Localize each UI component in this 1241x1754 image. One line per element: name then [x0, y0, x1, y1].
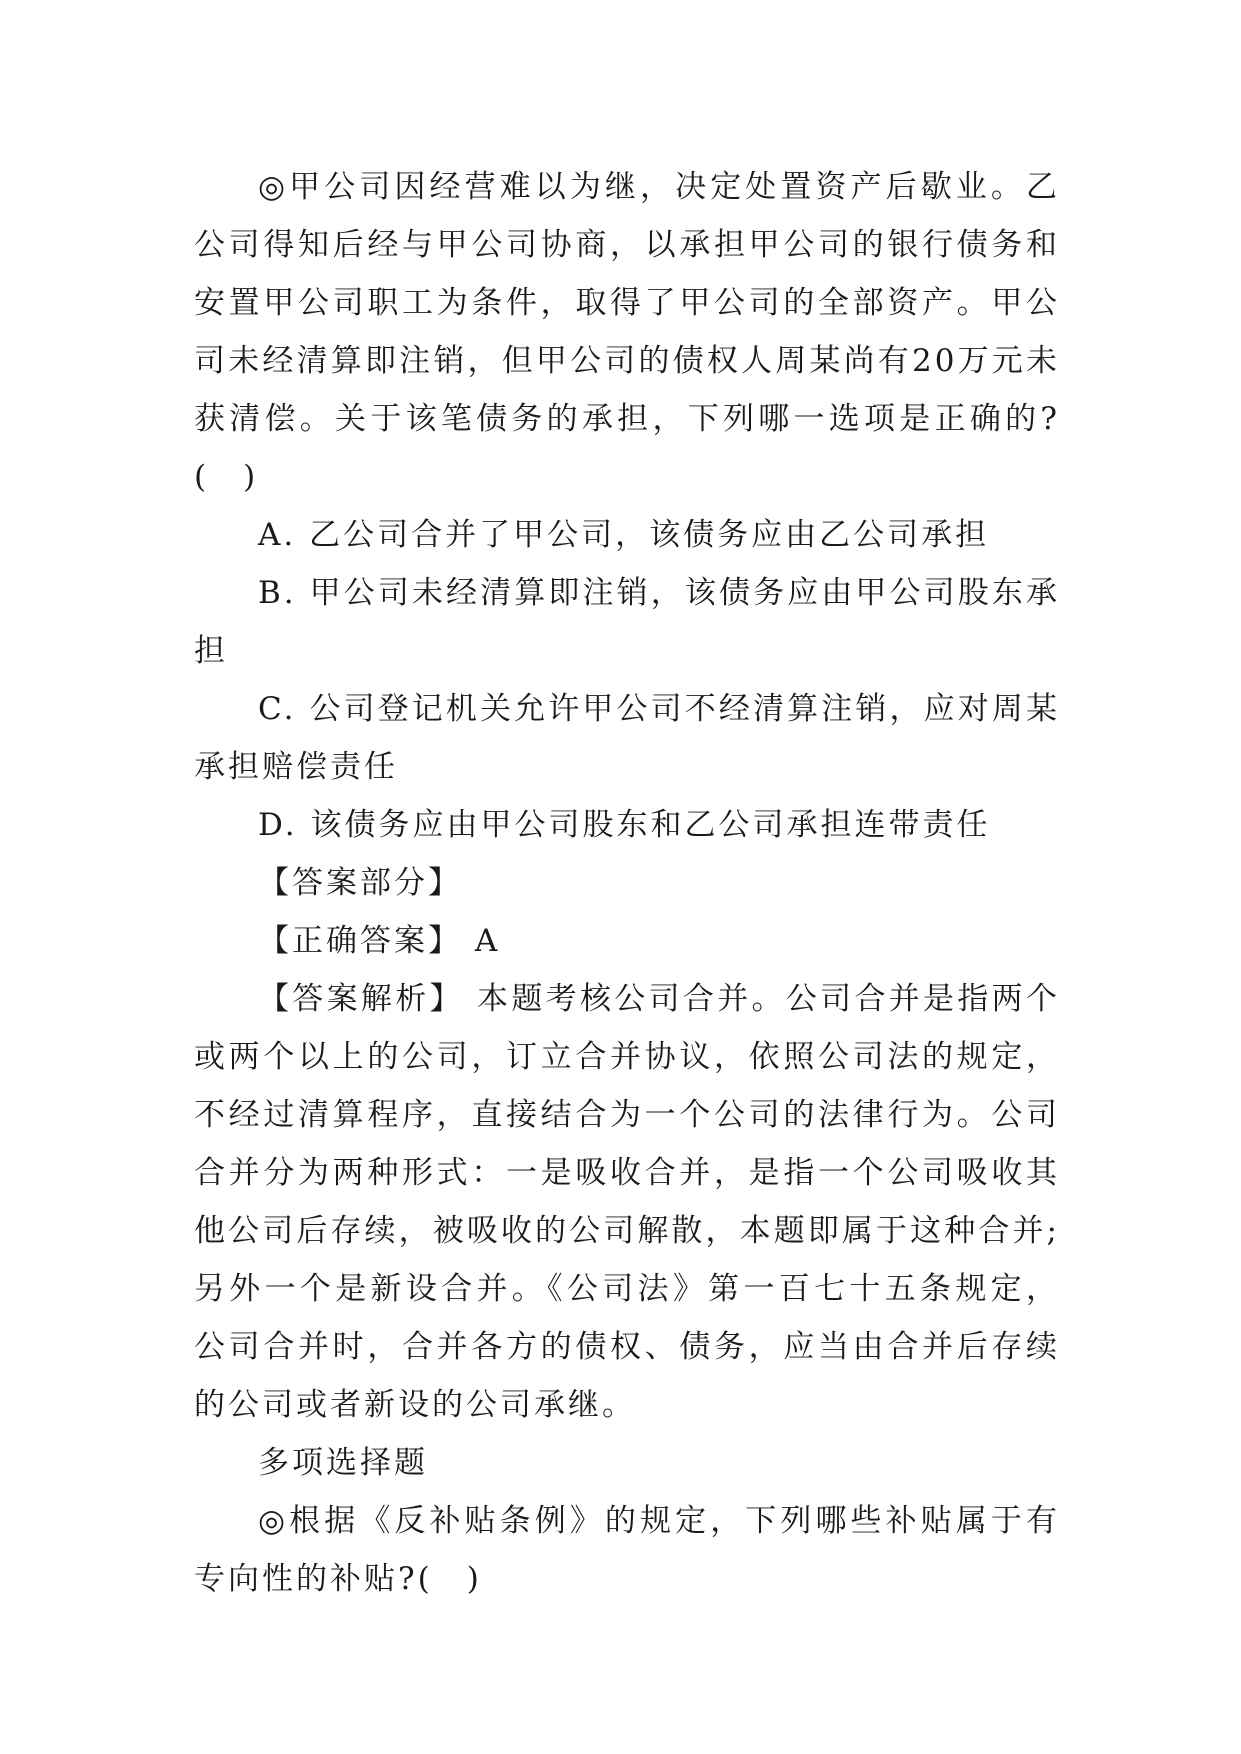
question-stem: ◎甲公司因经营难以为继，决定处置资产后歇业。乙公司得知后经与甲公司协商，以承担甲公司的银行债务和安置甲公司职工为条件，取得了甲公司的全部资产。甲公司未经清算即注销，但甲公司的债权人周某尚有20万元未获清偿。关于该笔债务的承担，下列哪一选项是正确的?( )	[194, 169, 1060, 495]
question-stem-2: ◎根据《反补贴条例》的规定，下列哪些补贴属于有专向性的补贴?( )	[194, 1503, 1060, 1597]
section-heading: 多项选择题	[258, 1445, 428, 1481]
answer-section-label: 【答案部分】	[258, 865, 462, 901]
correct-answer: 【正确答案】 A	[258, 923, 501, 959]
answer-analysis: 【答案解析】 本题考核公司合并。公司合并是指两个或两个以上的公司，订立合并协议，依照公司法的规定，不经过清算程序，直接结合为一个公司的法律行为。公司合并分为两种形式：一是吸收合并，是指一个公司吸收其他公司后存续，被吸收的公司解散，本题即属于这种合并;另外一个是新设合并。《公司法》第一百七十五条规定，公司合并时，合并各方的债权、债务，应当由合并后存续的公司或者新设的公司承继。	[194, 981, 1060, 1423]
document-page	[194, 158, 1060, 1608]
option-a: A. 乙公司合并了甲公司，该债务应由乙公司承担	[258, 517, 990, 553]
option-b: B. 甲公司未经清算即注销，该债务应由甲公司股东承担	[194, 575, 1060, 669]
option-d: D. 该债务应由甲公司股东和乙公司承担连带责任	[258, 807, 991, 843]
option-c: C. 公司登记机关允许甲公司不经清算注销，应对周某承担赔偿责任	[194, 691, 1060, 785]
